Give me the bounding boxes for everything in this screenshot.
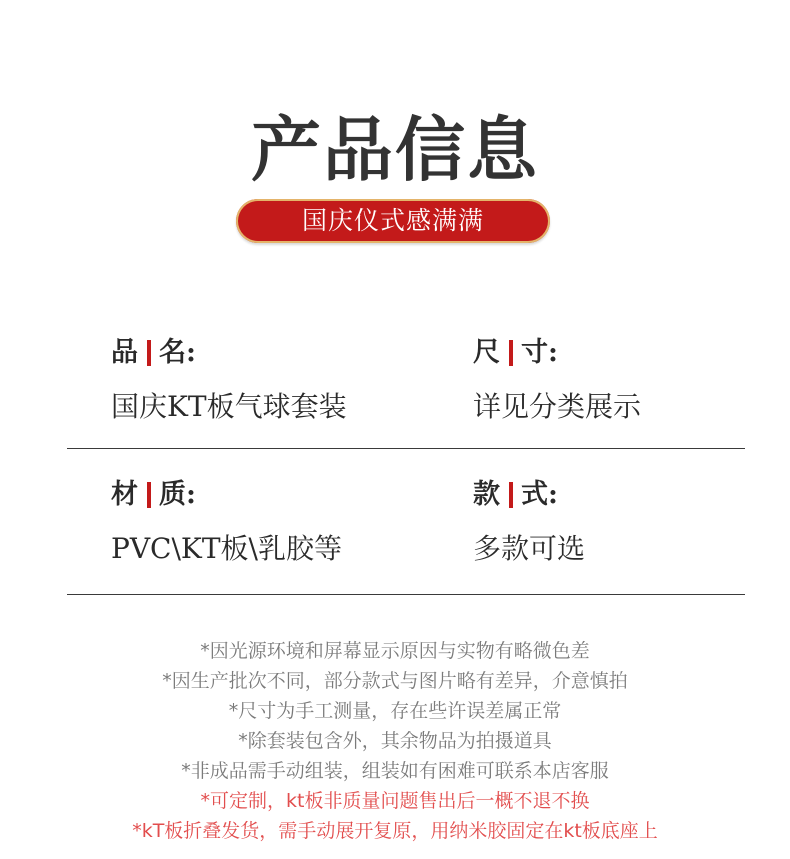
field-label-material-first: 材: [111, 479, 138, 510]
page-title: 产品信息: [251, 108, 539, 191]
note-item: *除套装包含外，其余物品为拍摄道具: [238, 730, 552, 752]
notes-list: [0, 636, 790, 846]
field-label-style: [473, 478, 558, 512]
red-bar-divider: [509, 340, 513, 366]
row-divider: [67, 448, 745, 449]
note-item: *尺寸为手工测量，存在些许误差属正常: [228, 700, 562, 722]
field-label-name: [111, 336, 196, 370]
note-item-warning: *可定制，kt板非质量问题售出后一概不退不换: [200, 790, 590, 812]
note-item: *非成品需手动组装，组装如有困难可联系本店客服: [181, 760, 609, 782]
red-bar-divider: [147, 340, 151, 366]
field-value-size: 详见分类展示: [473, 390, 642, 423]
note-item-warning: *kT板折叠发货，需手动展开复原，用纳米胶固定在kt板底座上: [132, 820, 658, 842]
field-value-style: 多款可选: [473, 532, 586, 565]
field-label-size: [473, 336, 558, 370]
field-value-name: 国庆KT板气球套装: [111, 390, 347, 423]
red-bar-divider: [509, 482, 513, 508]
red-bar-divider: [147, 482, 151, 508]
field-label-name-first: 品: [111, 337, 138, 368]
note-item: *因光源环境和屏幕显示原因与实物有略微色差: [200, 640, 590, 662]
field-label-material-second: 质:: [159, 479, 196, 510]
note-item: *因生产批次不同，部分款式与图片略有差异，介意慎拍: [162, 670, 628, 692]
field-label-style-first: 款: [473, 479, 500, 510]
row-divider: [67, 594, 745, 595]
field-label-material: [111, 478, 196, 512]
subtitle-banner: 国庆仪式感满满: [236, 199, 550, 243]
field-label-style-second: 式:: [521, 479, 558, 510]
field-label-size-second: 寸:: [521, 337, 558, 368]
field-label-name-second: 名:: [159, 337, 196, 368]
field-label-size-first: 尺: [473, 337, 500, 368]
field-value-material: PVC\KT板\乳胶等: [111, 532, 342, 565]
